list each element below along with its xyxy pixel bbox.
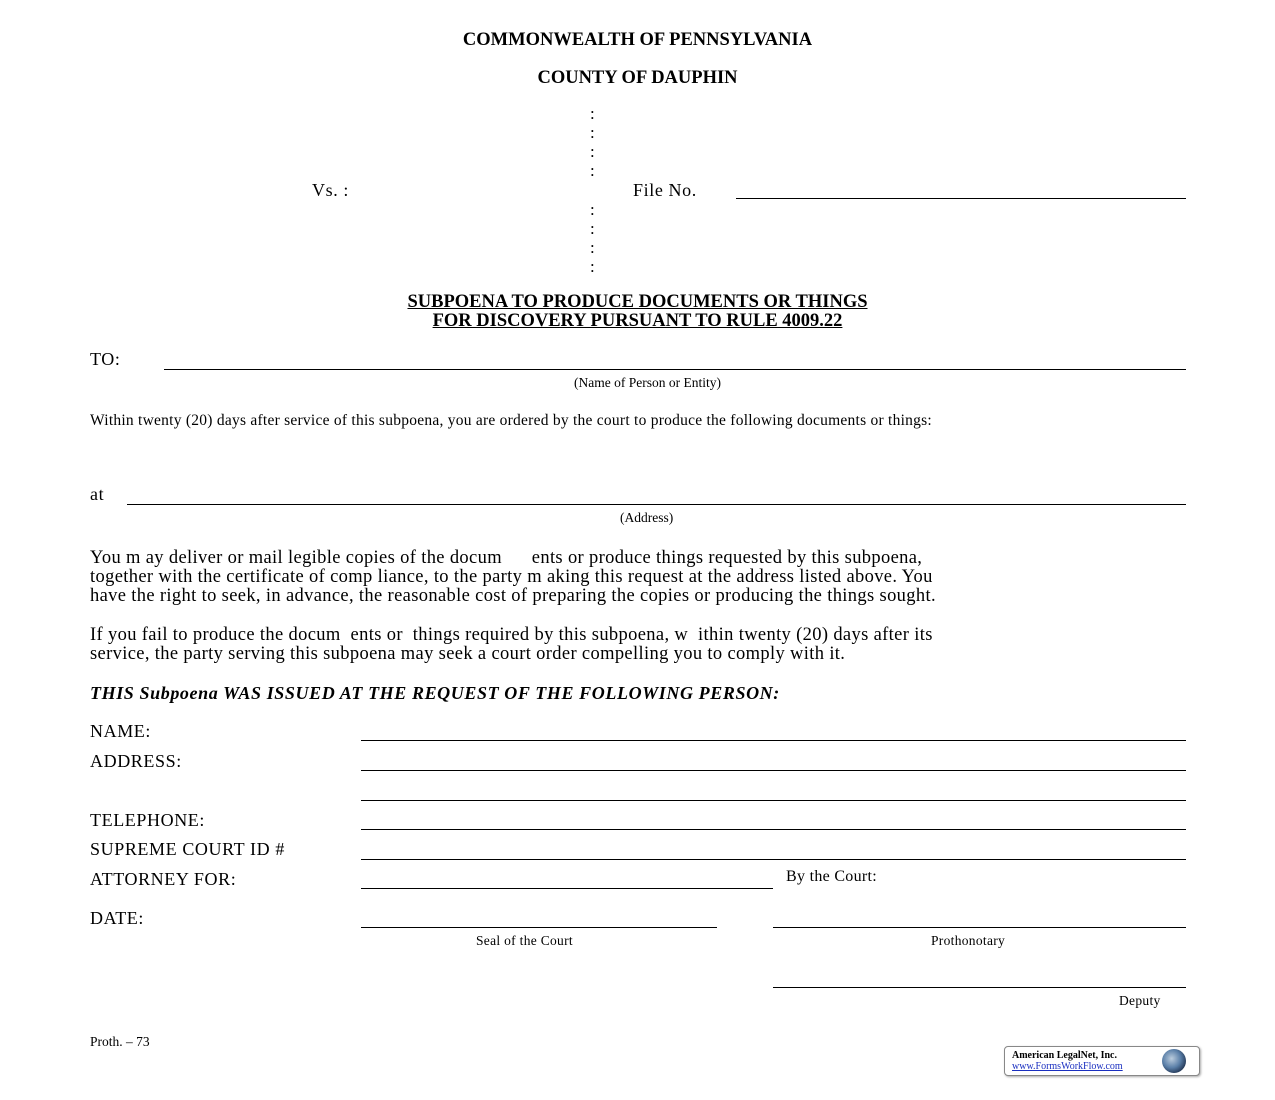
- paragraph-2-line: service, the party serving this subpoena may seek a court order compelling you to comply with it.: [90, 644, 846, 664]
- deputy-caption: Deputy: [1119, 993, 1161, 1008]
- colon: :: [590, 219, 595, 238]
- attorney-field[interactable]: [361, 888, 773, 889]
- address-label: ADDRESS:: [90, 751, 182, 771]
- seal-caption: Seal of the Court: [476, 933, 573, 948]
- to-field[interactable]: [164, 369, 1186, 370]
- logo-name: American LegalNet, Inc.: [1012, 1050, 1117, 1061]
- date-field[interactable]: [361, 927, 717, 928]
- vs-label: Vs. :: [312, 180, 350, 200]
- form-number: Proth. – 73: [90, 1034, 150, 1049]
- order-text: Within twenty (20) days after service of this subpoena, you are ordered by the court to produce the following documents or things:: [90, 412, 932, 429]
- subpoena-title-line2: FOR DISCOVERY PURSUANT TO RULE 4009.22: [432, 311, 843, 331]
- court-id-label: SUPREME COURT ID #: [90, 839, 285, 859]
- address-field[interactable]: [127, 504, 1186, 505]
- colon: :: [590, 104, 595, 123]
- legalnet-logo[interactable]: [1004, 1046, 1200, 1076]
- to-label: TO:: [90, 349, 121, 369]
- colon: :: [590, 238, 595, 257]
- name-label: NAME:: [90, 721, 151, 741]
- court-id-field[interactable]: [361, 859, 1186, 860]
- address-caption: (Address): [620, 510, 674, 525]
- prothonotary-signature-field[interactable]: [773, 927, 1186, 928]
- county-heading: COUNTY OF DAUPHIN: [537, 68, 738, 88]
- paragraph-1-line: have the right to seek, in advance, the reasonable cost of preparing the copies or producing the things sought.: [90, 586, 936, 606]
- colon: :: [590, 123, 595, 142]
- at-label: at: [90, 484, 105, 504]
- requester-address-field-2[interactable]: [361, 800, 1186, 801]
- attorney-label: ATTORNEY FOR:: [90, 869, 237, 889]
- colon: :: [590, 161, 595, 180]
- file-no-field[interactable]: [736, 198, 1186, 199]
- telephone-label: TELEPHONE:: [90, 810, 205, 830]
- state-heading: COMMONWEALTH OF PENNSYLVANIA: [462, 30, 813, 50]
- colon: :: [590, 257, 595, 276]
- requester-address-field[interactable]: [361, 770, 1186, 771]
- date-label: DATE:: [90, 908, 144, 928]
- logo-url-link[interactable]: www.FormsWorkFlow.com: [1012, 1061, 1123, 1072]
- paragraph-1-line: You m ay deliver or mail legible copies of the docum ents or produce things requested by this subpoena,: [90, 548, 923, 568]
- to-caption: (Name of Person or Entity): [574, 375, 721, 390]
- file-no-label: File No.: [633, 180, 697, 200]
- by-the-court-label: By the Court:: [786, 868, 878, 885]
- globe-icon: [1162, 1049, 1186, 1073]
- subpoena-title-line1: SUBPOENA TO PRODUCE DOCUMENTS OR THINGS: [407, 292, 868, 312]
- issued-heading: THIS Subpoena WAS ISSUED AT THE REQUEST OF THE FOLLOWING PERSON:: [90, 683, 780, 703]
- deputy-signature-field[interactable]: [773, 987, 1186, 988]
- prothonotary-caption: Prothonotary: [931, 933, 1006, 948]
- telephone-field[interactable]: [361, 829, 1186, 830]
- colon: :: [590, 142, 595, 161]
- colon: :: [590, 200, 595, 219]
- paragraph-2-line: If you fail to produce the docum ents or things required by this subpoena, w ithin twenty (20) days after its: [90, 625, 933, 645]
- paragraph-1-line: together with the certificate of comp liance, to the party m aking this request at the address listed above. You: [90, 567, 933, 587]
- name-field[interactable]: [361, 740, 1186, 741]
